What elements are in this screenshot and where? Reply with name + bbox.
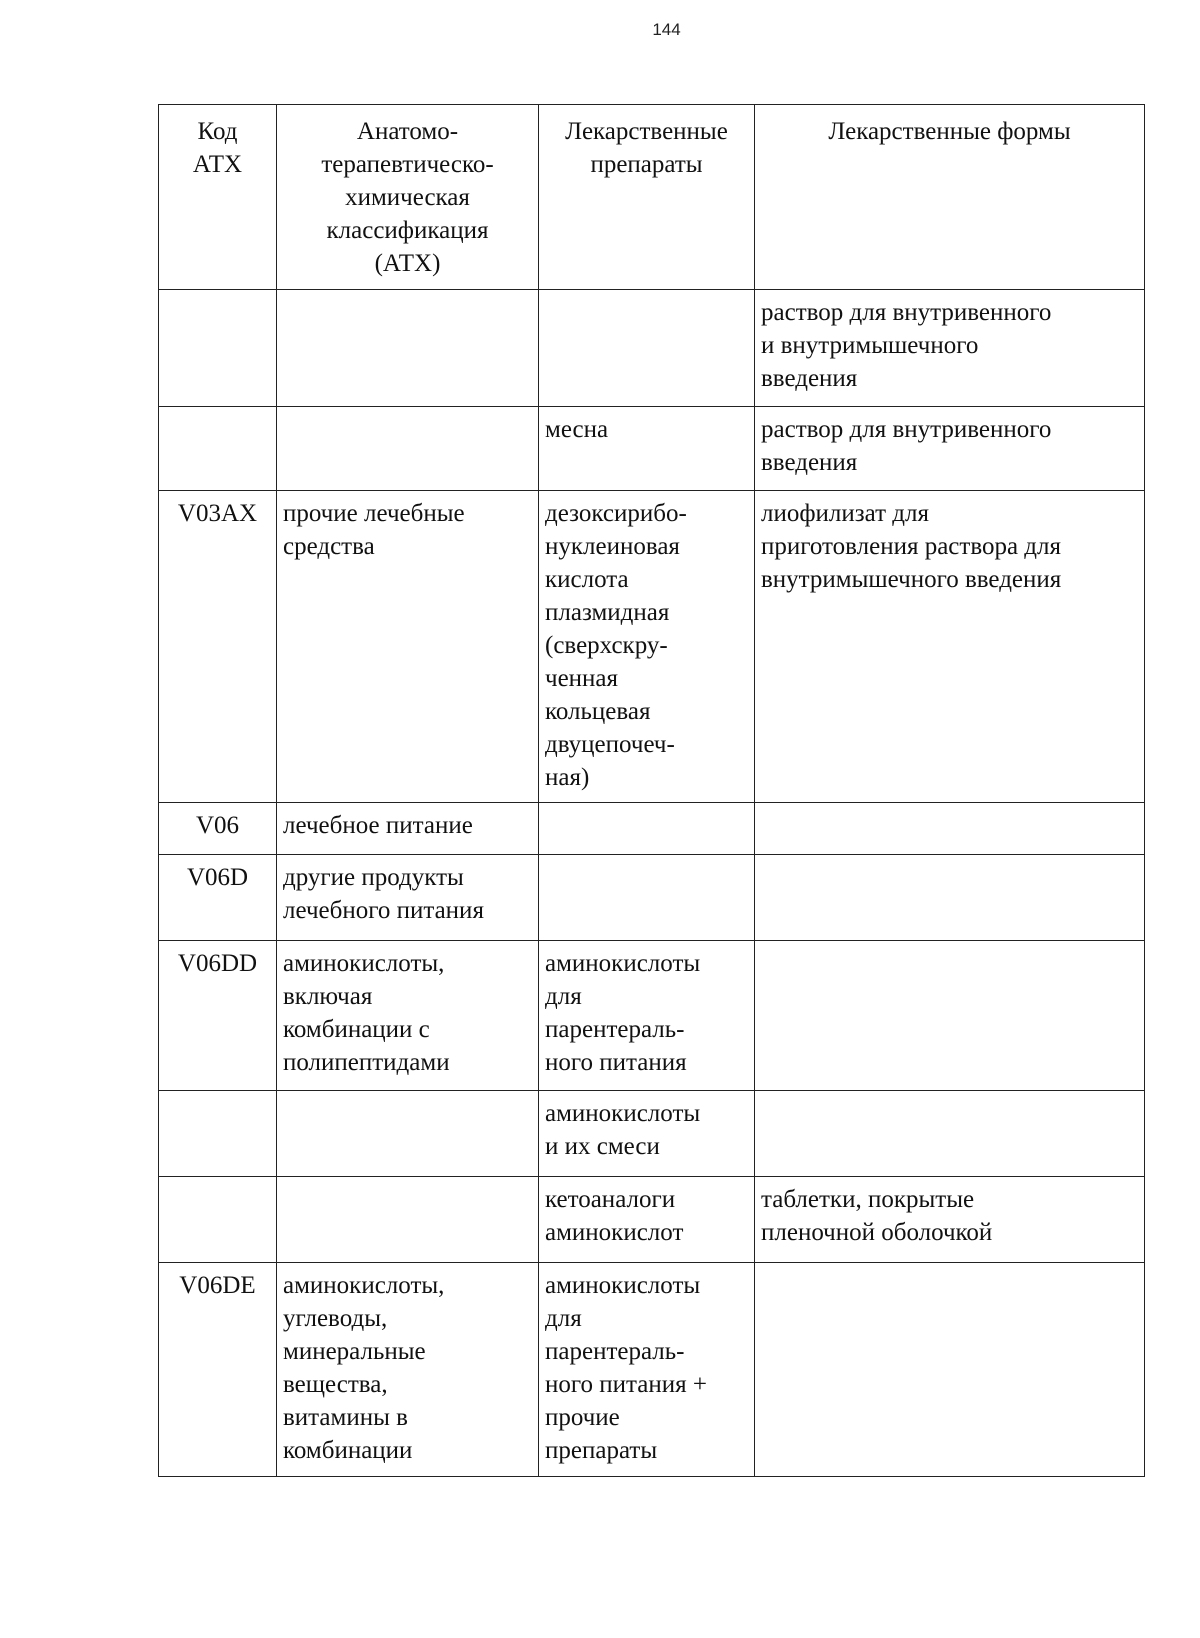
atc-drug-table bbox=[158, 104, 1145, 1477]
cell-form bbox=[755, 1263, 1145, 1477]
page-number: 144 bbox=[652, 20, 681, 39]
cell-atc: другие продукты лечебного питания bbox=[277, 855, 539, 941]
header-atc-classification: Анатомо- терапевтическо- химическая классификация (АТХ) bbox=[277, 105, 539, 290]
cell-code: V06DD bbox=[159, 941, 277, 1091]
table-row bbox=[159, 290, 1145, 407]
cell-drug bbox=[539, 855, 755, 941]
cell-form bbox=[755, 855, 1145, 941]
header-drugs: Лекарственные препараты bbox=[539, 105, 755, 290]
cell-atc bbox=[277, 290, 539, 407]
cell-form: раствор для внутривенного и внутримышечного введения bbox=[755, 290, 1145, 407]
cell-code bbox=[159, 1177, 277, 1263]
cell-form: раствор для внутривенного введения bbox=[755, 407, 1145, 491]
cell-drug: аминокислоты для парентераль- ного питания + прочие препараты bbox=[539, 1263, 755, 1477]
cell-atc bbox=[277, 1177, 539, 1263]
table-header-row bbox=[159, 105, 1145, 290]
cell-atc bbox=[277, 1091, 539, 1177]
cell-drug: кетоаналоги аминокислот bbox=[539, 1177, 755, 1263]
table-row bbox=[159, 407, 1145, 491]
cell-code: V03AX bbox=[159, 491, 277, 803]
cell-form bbox=[755, 1091, 1145, 1177]
cell-form: лиофилизат для приготовления раствора для внутримышечного введения bbox=[755, 491, 1145, 803]
cell-code bbox=[159, 1091, 277, 1177]
table-row bbox=[159, 1091, 1145, 1177]
cell-drug: аминокислоты для парентераль- ного питания bbox=[539, 941, 755, 1091]
cell-atc: лечебное питание bbox=[277, 803, 539, 855]
cell-form bbox=[755, 941, 1145, 1091]
cell-atc: аминокислоты, углеводы, минеральные вещества, витамины в комбинации bbox=[277, 1263, 539, 1477]
cell-drug: аминокислоты и их смеси bbox=[539, 1091, 755, 1177]
cell-drug bbox=[539, 803, 755, 855]
cell-atc bbox=[277, 407, 539, 491]
cell-drug bbox=[539, 290, 755, 407]
cell-code: V06 bbox=[159, 803, 277, 855]
cell-atc: аминокислоты, включая комбинации с полипептидами bbox=[277, 941, 539, 1091]
cell-drug: месна bbox=[539, 407, 755, 491]
header-dosage-forms: Лекарственные формы bbox=[755, 105, 1145, 290]
table-row bbox=[159, 1263, 1145, 1477]
cell-code bbox=[159, 407, 277, 491]
cell-code: V06DE bbox=[159, 1263, 277, 1477]
table-row bbox=[159, 855, 1145, 941]
table-row bbox=[159, 941, 1145, 1091]
cell-atc: прочие лечебные средства bbox=[277, 491, 539, 803]
header-atc-code: Код АТХ bbox=[159, 105, 277, 290]
table-row bbox=[159, 803, 1145, 855]
table-row bbox=[159, 491, 1145, 803]
cell-form: таблетки, покрытые пленочной оболочкой bbox=[755, 1177, 1145, 1263]
cell-code bbox=[159, 290, 277, 407]
cell-drug: дезоксирибо- нуклеиновая кислота плазмидная (сверхскру- ченная кольцевая двуцепочеч- ная) bbox=[539, 491, 755, 803]
cell-code: V06D bbox=[159, 855, 277, 941]
cell-form bbox=[755, 803, 1145, 855]
table-row bbox=[159, 1177, 1145, 1263]
